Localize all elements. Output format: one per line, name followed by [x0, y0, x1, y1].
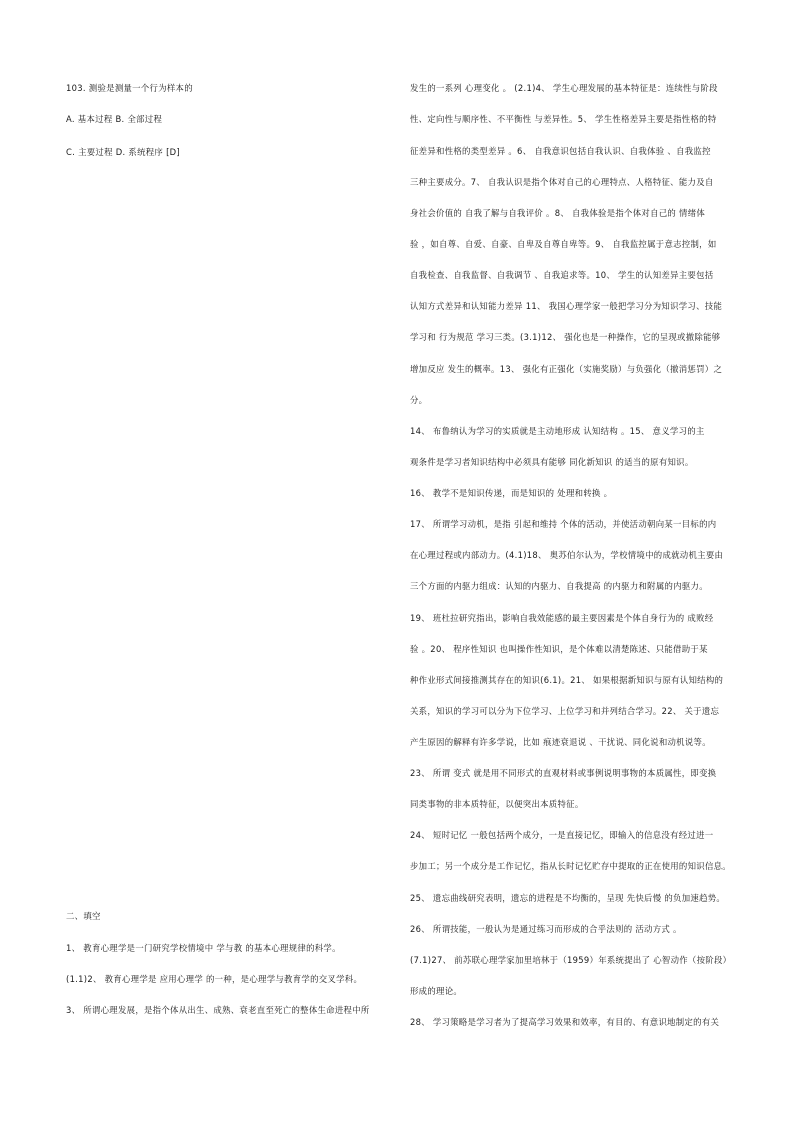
text-line: 三种主要成分。7、 自我认识是指个体对自己的心理特点、人格特征、能力及自 [410, 177, 714, 187]
text-line: 同类事物的非本质特征，以便突出本质特征。 [410, 799, 584, 809]
section-title-fill-in: 二、填空 [66, 911, 101, 921]
text-line: 14、 布鲁纳认为学习的实质就是主动地形成 认知结构 。15、 意义学习的主 [410, 426, 705, 436]
text-line: 17、 所谓学习动机，是指 引起和维持 个体的活动，并使活动朝向某一目标的内 [410, 519, 717, 529]
text-line: 三个方面的内驱力组成：认知的内驱力、自我提高 的内驱力和附属的内驱力。 [410, 581, 708, 591]
text-line: 身社会价值的 自我了解与自我评价 。8、 自我体验是指个体对自己的 情绪体 [410, 208, 706, 218]
question-103-options-cd: C. 主要过程 D. 系统程序 [D] [66, 147, 180, 157]
text-line: 形成的理论。 [410, 986, 463, 996]
text-line: 16、 教学不是知识传递，而是知识的 处理和转换 。 [410, 488, 613, 498]
question-103-stem: 103. 测验是测量一个行为样本的 [66, 83, 193, 93]
text-line: 26、 所谓技能，一般认为是通过练习而形成的合乎法则的 活动方式 。 [410, 924, 682, 934]
text-line: 征差异和性格的类型差异 。6、 自我意识包括自我认识、自我体验 、自我监控 [410, 146, 711, 156]
text-line: 种作业形式间接推测其存在的知识(6.1)。21、 如果根据新知识与原有认知结构的 [410, 675, 724, 685]
text-line: 观条件是学习者知识结构中必须具有能够 同化新知识 的适当的原有知识。 [410, 457, 694, 467]
text-line: 分。 [410, 395, 428, 405]
question-103-options-ab: A. 基本过程 B. 全部过程 [66, 114, 163, 124]
fill-in-line: (1.1)2、 教育心理学是 应用心理学 的一种，是心理学与教育学的交叉学科。 [66, 974, 363, 984]
text-line: 24、 短时记忆 一般包括两个成分，一是直接记忆，即输入的信息没有经过进一 [410, 830, 714, 840]
text-line: 自我检查、自我监督、自我调节 、自我追求等。10、 学生的认知差异主要包括 [410, 270, 714, 280]
text-line: 产生原因的解释有许多学说，比如 痕迹衰退说 、干扰说、同化说和动机说等。 [410, 737, 711, 747]
text-line: 步加工；另一个成分是工作记忆，指从长时记忆贮存中提取的正在使用的知识信息。 [410, 861, 731, 871]
text-line: (7.1)27、 前苏联心理学家加里培林于（1959）年系统提出了 心智动作（按阶段） [410, 955, 732, 965]
text-line: 验 ，如自尊、自爱、自豪、自卑及自尊自卑等。9、 自我监控属于意志控制，如 [410, 239, 717, 249]
text-line: 认知方式差异和认知能力差异 11、 我国心理学家一般把学习分为知识学习、技能 [410, 301, 723, 311]
text-line: 25、 遗忘曲线研究表明，遗忘的进程是不均衡的，呈现 先快后慢 的负加速趋势。 [410, 893, 726, 903]
text-line: 发生的一系列 心理变化 。 (2.1)4、 学生心理发展的基本特征是：连续性与阶段 [410, 83, 718, 93]
text-line: 学习和 行为规范 学习三类。(3.1)12、 强化也是一种操作，它的呈现或撤除能够 [410, 332, 721, 342]
text-line: 28、 学习策略是学习者为了提高学习效果和效率，有目的、有意识地制定的有关 [410, 1017, 720, 1027]
text-line: 19、 班杜拉研究指出，影响自我效能感的最主要因素是个体自身行为的 成败经 [410, 613, 714, 623]
fill-in-line: 1、 教育心理学是一门研究学校情境中 学与教 的基本心理规律的科学。 [66, 943, 341, 953]
text-line: 23、 所谓 变式 就是用不同形式的直观材料或事例说明事物的本质属性，即变换 [410, 768, 717, 778]
text-line: 增加反应 发生的概率。13、 强化有正强化（实施奖励）与负强化（撤消惩罚）之 [410, 364, 723, 374]
text-line: 在心理过程或内部动力。(4.1)18、 奥苏伯尔认为，学校情境中的成就动机主要由 [410, 550, 724, 560]
text-line: 关系，知识的学习可以分为下位学习、上位学习和并列结合学习。22、 关于遗忘 [410, 706, 720, 716]
fill-in-line: 3、 所谓心理发展，是指个体从出生、成熟、衰老直至死亡的整体生命进程中所 [66, 1005, 370, 1015]
text-line: 性、定向性与顺序性、不平衡性 与差异性。5、 学生性格差异主要是指性格的特 [410, 114, 717, 124]
text-line: 验 。20、 程序性知识 也叫操作性知识，是个体难以清楚陈述、只能借助于某 [410, 644, 708, 654]
